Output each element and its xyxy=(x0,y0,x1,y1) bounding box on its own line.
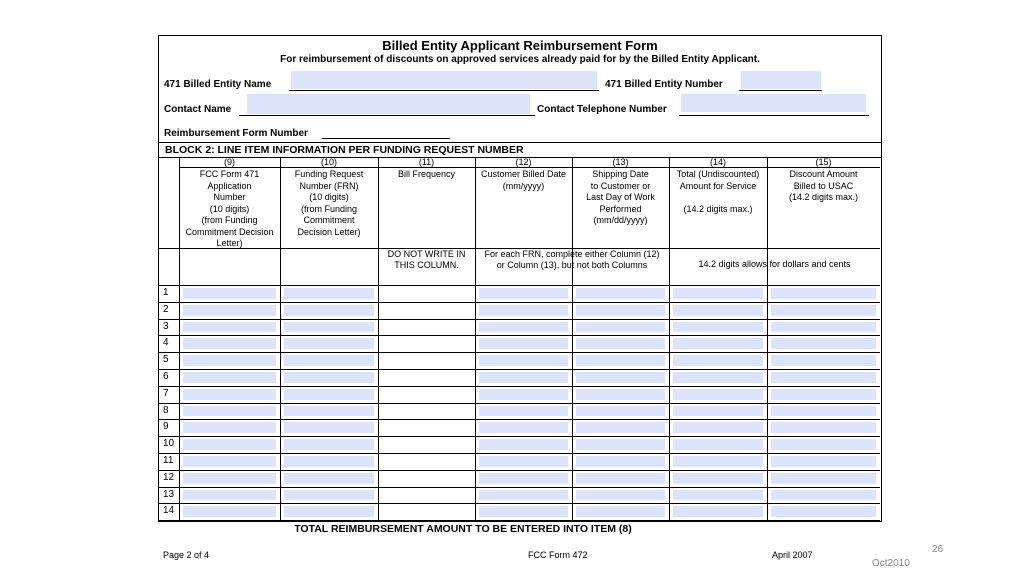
row-divider xyxy=(159,436,880,437)
column-number: (14) xyxy=(709,157,726,167)
footer-form-name: FCC Form 472 xyxy=(528,550,588,560)
footer-page: Page 2 of 4 xyxy=(163,550,210,560)
line-item-field[interactable] xyxy=(576,372,665,383)
row-number: 9 xyxy=(163,421,169,433)
footer-date: April 2007 xyxy=(772,550,813,560)
row-number: 6 xyxy=(163,371,169,382)
digits-note: 14.2 digits allows for dollars and cents xyxy=(698,259,851,269)
row-divider xyxy=(159,453,880,454)
line-item-field[interactable] xyxy=(284,372,374,383)
entity-name-underline xyxy=(289,90,599,91)
reimbursement-form xyxy=(158,35,882,536)
line-item-field[interactable] xyxy=(284,305,374,316)
line-item-field[interactable] xyxy=(771,406,876,417)
line-item-field[interactable] xyxy=(479,338,568,349)
line-item-field[interactable] xyxy=(673,439,763,450)
slide-date: Oct2010 xyxy=(872,558,910,569)
entity-number-field[interactable] xyxy=(741,71,821,89)
reimb-number-underline[interactable] xyxy=(322,138,450,139)
row-number: 5 xyxy=(163,354,169,366)
line-item-field[interactable] xyxy=(771,355,876,366)
line-item-field[interactable] xyxy=(479,372,568,383)
line-item-field[interactable] xyxy=(576,506,665,517)
column-divider xyxy=(767,157,768,521)
row-divider xyxy=(159,335,880,336)
line-item-field[interactable] xyxy=(576,422,665,433)
line-item-field[interactable] xyxy=(673,372,763,383)
column-description: FCC Form 471 Application Number (10 digits) (from Funding Commitment Decision Letter) xyxy=(185,169,274,248)
line-item-field[interactable] xyxy=(284,322,374,333)
row-divider xyxy=(159,403,880,404)
line-item-field[interactable] xyxy=(771,338,876,349)
contact-phone-underline xyxy=(679,115,869,116)
line-item-field[interactable] xyxy=(576,406,665,417)
line-item-field[interactable] xyxy=(673,305,763,316)
slide-number: 26 xyxy=(932,544,944,555)
line-item-field[interactable] xyxy=(479,473,568,484)
row-divider xyxy=(159,319,880,320)
line-item-field[interactable] xyxy=(284,338,374,349)
line-item-field[interactable] xyxy=(284,456,374,467)
line-item-field[interactable] xyxy=(771,288,876,299)
row-divider xyxy=(159,503,880,504)
line-item-field[interactable] xyxy=(284,490,374,501)
row-divider xyxy=(159,419,880,420)
line-item-field[interactable] xyxy=(771,439,876,450)
line-item-field[interactable] xyxy=(771,305,876,316)
contact-name-field[interactable] xyxy=(247,94,530,114)
do-not-write-note: DO NOT WRITE IN THIS COLUMN. xyxy=(387,249,466,270)
row-number: 11 xyxy=(163,455,174,466)
line-item-field[interactable] xyxy=(576,338,665,349)
line-item-field[interactable] xyxy=(479,322,568,333)
line-item-field[interactable] xyxy=(576,490,665,501)
line-item-field[interactable] xyxy=(479,406,568,417)
row-divider xyxy=(159,352,880,353)
line-item-field[interactable] xyxy=(576,456,665,467)
column-number: (12) xyxy=(515,157,532,167)
column-description: Customer Billed Date (mm/yyyy) xyxy=(480,169,567,191)
row-divider xyxy=(159,386,880,387)
column-number: (11) xyxy=(418,157,435,167)
row-number: 1 xyxy=(163,287,169,298)
line-item-field[interactable] xyxy=(284,389,374,400)
line-item-field[interactable] xyxy=(479,389,568,400)
line-item-field[interactable] xyxy=(183,490,276,501)
row-divider xyxy=(159,520,880,521)
line-item-field[interactable] xyxy=(183,372,276,383)
line-item-field[interactable] xyxy=(479,439,568,450)
contact-phone-label: Contact Telephone Number xyxy=(537,104,667,115)
line-item-field[interactable] xyxy=(183,305,276,316)
row-divider xyxy=(159,302,880,303)
row-divider xyxy=(159,369,880,370)
contact-name-label: Contact Name xyxy=(164,104,232,115)
block2-header: BLOCK 2: LINE ITEM INFORMATION PER FUNDING REQUEST NUMBER xyxy=(159,142,881,158)
line-item-field[interactable] xyxy=(673,456,763,467)
line-item-field[interactable] xyxy=(479,305,568,316)
entity-name-field[interactable] xyxy=(291,71,597,89)
line-item-field[interactable] xyxy=(576,305,665,316)
line-item-field[interactable] xyxy=(183,422,276,433)
line-item-field[interactable] xyxy=(479,490,568,501)
row-number: 14 xyxy=(163,505,175,517)
line-item-field[interactable] xyxy=(479,422,568,433)
line-item-field[interactable] xyxy=(284,288,374,299)
line-item-field[interactable] xyxy=(183,355,276,366)
column-description: Bill Frequency xyxy=(397,169,456,179)
line-item-field[interactable] xyxy=(673,288,763,299)
line-item-field[interactable] xyxy=(284,422,374,433)
line-item-field[interactable] xyxy=(673,389,763,400)
column-description: Funding Request Number (FRN) (10 digits) (from Funding Commitment Decision Letter) xyxy=(294,169,364,237)
line-item-field[interactable] xyxy=(771,490,876,501)
frn-note: For each FRN, complete either Column (12) or Column (13), but not both Columns xyxy=(484,249,660,270)
line-item-field[interactable] xyxy=(183,389,276,400)
line-item-field[interactable] xyxy=(673,322,763,333)
column-number: (13) xyxy=(612,157,629,167)
column-number: (15) xyxy=(815,157,832,167)
line-item-field[interactable] xyxy=(771,389,876,400)
column-divider xyxy=(475,157,476,520)
entity-number-underline xyxy=(739,90,822,91)
row-divider xyxy=(159,285,880,286)
line-item-field[interactable] xyxy=(479,506,568,517)
contact-name-underline xyxy=(239,115,535,116)
row-number: 12 xyxy=(163,471,175,483)
line-item-field[interactable] xyxy=(771,506,876,517)
column-number: (10) xyxy=(320,157,337,167)
line-item-field[interactable] xyxy=(673,506,763,517)
column-divider xyxy=(378,157,379,520)
line-item-field[interactable] xyxy=(673,338,763,349)
line-item-field[interactable] xyxy=(576,288,665,299)
column-description: Total (Undiscounted) Amount for Service (14.2 digits max.) xyxy=(676,169,760,214)
line-item-field[interactable] xyxy=(183,473,276,484)
line-item-field[interactable] xyxy=(673,355,763,366)
column-description: Discount Amount Billed to USAC (14.2 digits max.) xyxy=(788,169,859,202)
form-title: Billed Entity Applicant Reimbursement Form xyxy=(382,38,658,53)
row-number: 4 xyxy=(163,337,169,349)
line-item-field[interactable] xyxy=(576,322,665,333)
line-item-field[interactable] xyxy=(183,456,276,467)
line-item-field[interactable] xyxy=(673,490,763,501)
line-item-field[interactable] xyxy=(284,406,374,417)
line-item-field[interactable] xyxy=(673,422,763,433)
line-item-field[interactable] xyxy=(284,473,374,484)
line-item-field[interactable] xyxy=(479,288,568,299)
line-item-field[interactable] xyxy=(576,473,665,484)
line-item-field[interactable] xyxy=(771,322,876,333)
line-item-field[interactable] xyxy=(576,355,665,366)
total-label: TOTAL REIMBURSEMENT AMOUNT TO BE ENTERED INTO ITEM (8) xyxy=(294,523,632,536)
line-item-field[interactable] xyxy=(673,406,763,417)
line-item-field[interactable] xyxy=(183,406,276,417)
line-item-field[interactable] xyxy=(771,372,876,383)
row-number: 7 xyxy=(163,387,169,399)
contact-phone-field[interactable] xyxy=(681,94,866,112)
header-divider xyxy=(179,167,880,168)
column-description: Shipping Date to Customer or Last Day of Work Performed (mm/dd/yyyy) xyxy=(586,169,655,225)
line-item-field[interactable] xyxy=(284,355,374,366)
form-subtitle: For reimbursement of discounts on approved services already paid for by the Billed Entity Applicant. xyxy=(280,54,760,65)
line-item-field[interactable] xyxy=(183,322,276,333)
line-item-field[interactable] xyxy=(576,389,665,400)
line-item-field[interactable] xyxy=(576,439,665,450)
row-number: 10 xyxy=(163,438,175,450)
line-item-field[interactable] xyxy=(284,506,374,517)
row-divider xyxy=(159,487,880,488)
line-item-field[interactable] xyxy=(479,456,568,467)
line-item-field[interactable] xyxy=(771,456,876,467)
line-item-field[interactable] xyxy=(771,422,876,433)
row-number: 3 xyxy=(163,320,169,332)
entity-number-label: 471 Billed Entity Number xyxy=(605,79,723,90)
line-item-field[interactable] xyxy=(479,355,568,366)
line-item-field[interactable] xyxy=(183,288,276,299)
line-item-field[interactable] xyxy=(771,473,876,484)
line-item-field[interactable] xyxy=(183,338,276,349)
line-item-field[interactable] xyxy=(673,473,763,484)
reimb-number-label: Reimbursement Form Number xyxy=(164,128,308,139)
column-number: (9) xyxy=(224,157,235,167)
row-divider xyxy=(159,470,880,471)
row-number: 8 xyxy=(163,404,169,416)
line-item-table xyxy=(159,157,880,536)
entity-name-label: 471 Billed Entity Name xyxy=(164,79,272,90)
row-number: 2 xyxy=(163,303,169,315)
line-item-field[interactable] xyxy=(284,439,374,450)
row-number: 13 xyxy=(163,488,175,500)
line-item-field[interactable] xyxy=(183,506,276,517)
line-item-field[interactable] xyxy=(183,439,276,450)
